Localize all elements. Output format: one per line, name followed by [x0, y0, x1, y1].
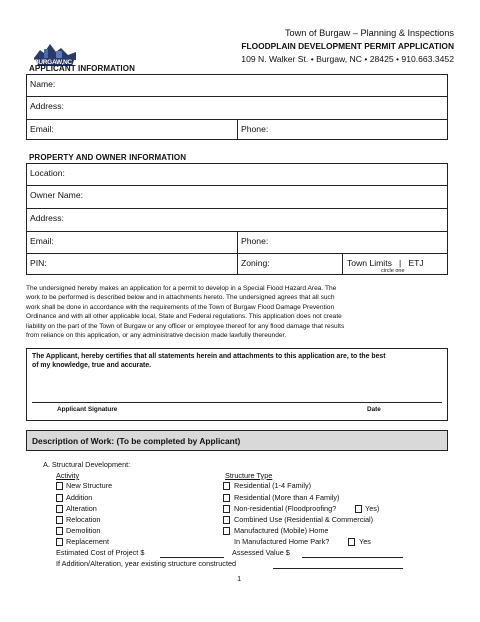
description-of-work-header	[26, 430, 448, 451]
applicant-email-label[interactable]: Email:	[30, 124, 54, 134]
property-info-table	[26, 163, 448, 275]
date-label: Date	[367, 406, 381, 413]
relocation-label: Relocation	[66, 515, 101, 524]
addition-year-label: If Addition/Alteration, year existing structure constructed	[56, 559, 237, 568]
demolition-checkbox[interactable]	[56, 527, 63, 535]
addition-label: Addition	[66, 493, 93, 502]
statement-line: Ordinance and with all other applicable local, State and Federal regulations. This application does not create	[26, 313, 342, 321]
applicant-phone-label[interactable]: Phone:	[241, 124, 269, 134]
replacement-checkbox[interactable]	[56, 538, 63, 546]
certification-box	[26, 348, 448, 421]
form-title: FLOODPLAIN DEVELOPMENT PERMIT APPLICATION	[241, 41, 454, 51]
new-structure-checkbox[interactable]	[56, 482, 63, 490]
owner-phone-label[interactable]: Phone:	[241, 236, 269, 246]
pin-label[interactable]: PIN:	[30, 258, 47, 268]
floodproofing-yes-label: Yes)	[365, 504, 380, 513]
structure-type-header: Structure Type	[225, 471, 273, 480]
demolition-label: Demolition	[66, 526, 101, 535]
location-label[interactable]: Location:	[30, 168, 65, 178]
applicant-info-table	[26, 74, 448, 140]
applicant-section-title: APPLICANT INFORMATION	[29, 64, 135, 73]
owner-address-label[interactable]: Address:	[30, 213, 64, 223]
relocation-checkbox[interactable]	[56, 516, 63, 524]
circle-one-note: circle one	[381, 268, 405, 274]
statement-line: from reliance on this application, or any administrative decision made lawfully thereunder.	[26, 332, 287, 340]
combined-use-checkbox[interactable]	[223, 516, 230, 524]
description-title: Description of Work: (To be completed by Applicant)	[32, 436, 241, 446]
signature-line[interactable]	[32, 402, 442, 403]
section-a-title: A. Structural Development:	[43, 460, 131, 469]
alteration-checkbox[interactable]	[56, 505, 63, 513]
applicant-name-label[interactable]: Name:	[30, 79, 56, 89]
activity-header: Activity	[56, 471, 80, 480]
replacement-label: Replacement	[66, 537, 109, 546]
certification-text-2: of my knowledge, true and accurate.	[32, 362, 152, 369]
alteration-label: Alteration	[66, 504, 97, 513]
manufactured-park-label: In Manufactured Home Park?	[234, 537, 330, 546]
assessed-value-label: Assessed Value $	[232, 548, 290, 557]
statement-line: work to be performed is described below and in attachments hereto. The undersigned agrees that all such	[26, 294, 335, 302]
combined-use-label: Combined Use (Residential & Commercial)	[234, 515, 374, 524]
new-structure-label: New Structure	[66, 481, 113, 490]
non-residential-label: Non-residential (Floodproofing?	[234, 504, 337, 513]
non-residential-checkbox[interactable]	[223, 505, 230, 513]
zoning-label[interactable]: Zoning:	[241, 258, 270, 268]
town-limits-etj[interactable]: Town Limits | ETJ	[347, 258, 424, 268]
statement-line: work shall be done in accordance with the requirements of the Town of Burgaw Flood Damage Prevention	[26, 303, 335, 311]
manufactured-park-yes-checkbox[interactable]	[348, 538, 355, 546]
owner-name-label[interactable]: Owner Name:	[30, 190, 84, 200]
floodproofing-yes-checkbox[interactable]	[355, 505, 362, 513]
residential-4plus-checkbox[interactable]	[223, 494, 230, 502]
logo-text: BURGAW,NC	[34, 59, 72, 66]
property-section-title: PROPERTY AND OWNER INFORMATION	[29, 153, 187, 162]
statement-line: The undersigned hereby makes an application for a permit to develop in a Special Flood Hazard Area. The	[26, 285, 337, 292]
manufactured-home-checkbox[interactable]	[223, 527, 230, 535]
estimated-cost-field[interactable]	[160, 557, 224, 558]
applicant-address-label[interactable]: Address:	[30, 101, 64, 111]
manufactured-park-yes-label: Yes	[359, 537, 371, 546]
town-department: Town of Burgaw – Planning & Inspections	[284, 28, 454, 38]
town-address: 109 N. Walker St. • Burgaw, NC • 28425 • 910.663.3452	[241, 54, 454, 64]
residential-1-4-label: Residential (1-4 Family)	[234, 481, 312, 490]
applicant-signature-label: Applicant Signature	[57, 406, 118, 413]
addition-year-field[interactable]	[273, 568, 403, 569]
assessed-value-field[interactable]	[302, 557, 403, 558]
residential-1-4-checkbox[interactable]	[223, 482, 230, 490]
page-number: 1	[237, 574, 242, 583]
owner-email-label[interactable]: Email:	[30, 236, 54, 246]
statement-line: liability on the part of the Town of Burgaw or any officer or employee thereof for any flood damage that results	[26, 322, 345, 330]
estimated-cost-label: Estimated Cost of Project $	[56, 548, 145, 557]
certification-text-1: The Applicant, hereby certifies that all statements herein and attachments to this application are, to the best	[32, 353, 386, 360]
residential-4plus-label: Residential (More than 4 Family)	[234, 493, 340, 502]
manufactured-home-label: Manufactured (Mobile) Home	[234, 526, 329, 535]
applicant-statement	[26, 284, 448, 340]
addition-checkbox[interactable]	[56, 494, 63, 502]
